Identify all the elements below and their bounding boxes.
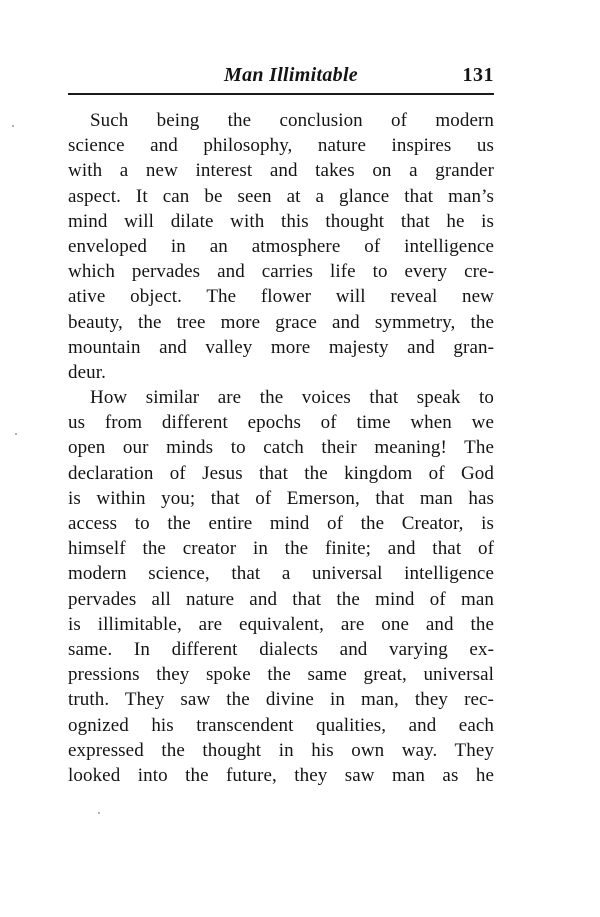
text-line: declaration of Jesus that the kingdom of God — [68, 462, 494, 484]
text-line: deur. — [68, 361, 106, 383]
text-line: same. In different dialects and varying ex- — [68, 638, 494, 660]
body-text — [68, 108, 494, 788]
text-line: with a new interest and takes on a grander — [68, 160, 494, 182]
text-line: is illimitable, are equivalent, are one and the — [68, 613, 494, 635]
page-number: 131 — [462, 64, 494, 86]
text-line: us from different epochs of time when we — [68, 412, 494, 434]
text-line: beauty, the tree more grace and symmetry, the — [68, 311, 494, 333]
paragraph-1 — [68, 108, 494, 385]
text-line: pervades all nature and that the mind of man — [68, 588, 494, 610]
text-line: modern science, that a universal intelligence — [68, 563, 494, 585]
text-line: is within you; that of Emerson, that man has — [68, 487, 494, 509]
scan-speck — [15, 433, 17, 435]
text-line: which pervades and carries life to every cre- — [68, 261, 494, 283]
scan-speck — [12, 125, 14, 127]
paragraph-2 — [68, 385, 494, 788]
text-line: mountain and valley more majesty and gran- — [68, 336, 494, 358]
header-rule — [68, 93, 494, 95]
text-line: access to the entire mind of the Creator, is — [68, 513, 494, 534]
running-head — [68, 60, 494, 90]
text-line: open our minds to catch their meaning! The — [68, 437, 494, 459]
text-line: himself the creator in the finite; and that of — [68, 538, 494, 560]
text-line: science and philosophy, nature inspires us — [68, 135, 494, 157]
text-line: aspect. It can be seen at a glance that man’s — [68, 185, 494, 207]
text-line: looked into the future, they saw man as he — [68, 764, 494, 786]
scan-speck — [98, 812, 100, 814]
text-line: enveloped in an atmosphere of intelligence — [68, 235, 494, 257]
text-line: truth. They saw the divine in man, they rec- — [68, 689, 494, 711]
text-line: ative object. The flower will reveal new — [68, 286, 494, 308]
text-line: mind will dilate with this thought that he is — [68, 210, 494, 232]
running-title: Man Illimitable — [224, 64, 358, 86]
text-line: pressions they spoke the same great, universal — [68, 664, 494, 686]
text-line: expressed the thought in his own way. They — [68, 739, 494, 761]
text-line: Such being the conclusion of modern — [90, 110, 494, 131]
text-line: ognized his transcendent qualities, and each — [68, 714, 494, 736]
text-line: How similar are the voices that speak to — [90, 387, 494, 409]
